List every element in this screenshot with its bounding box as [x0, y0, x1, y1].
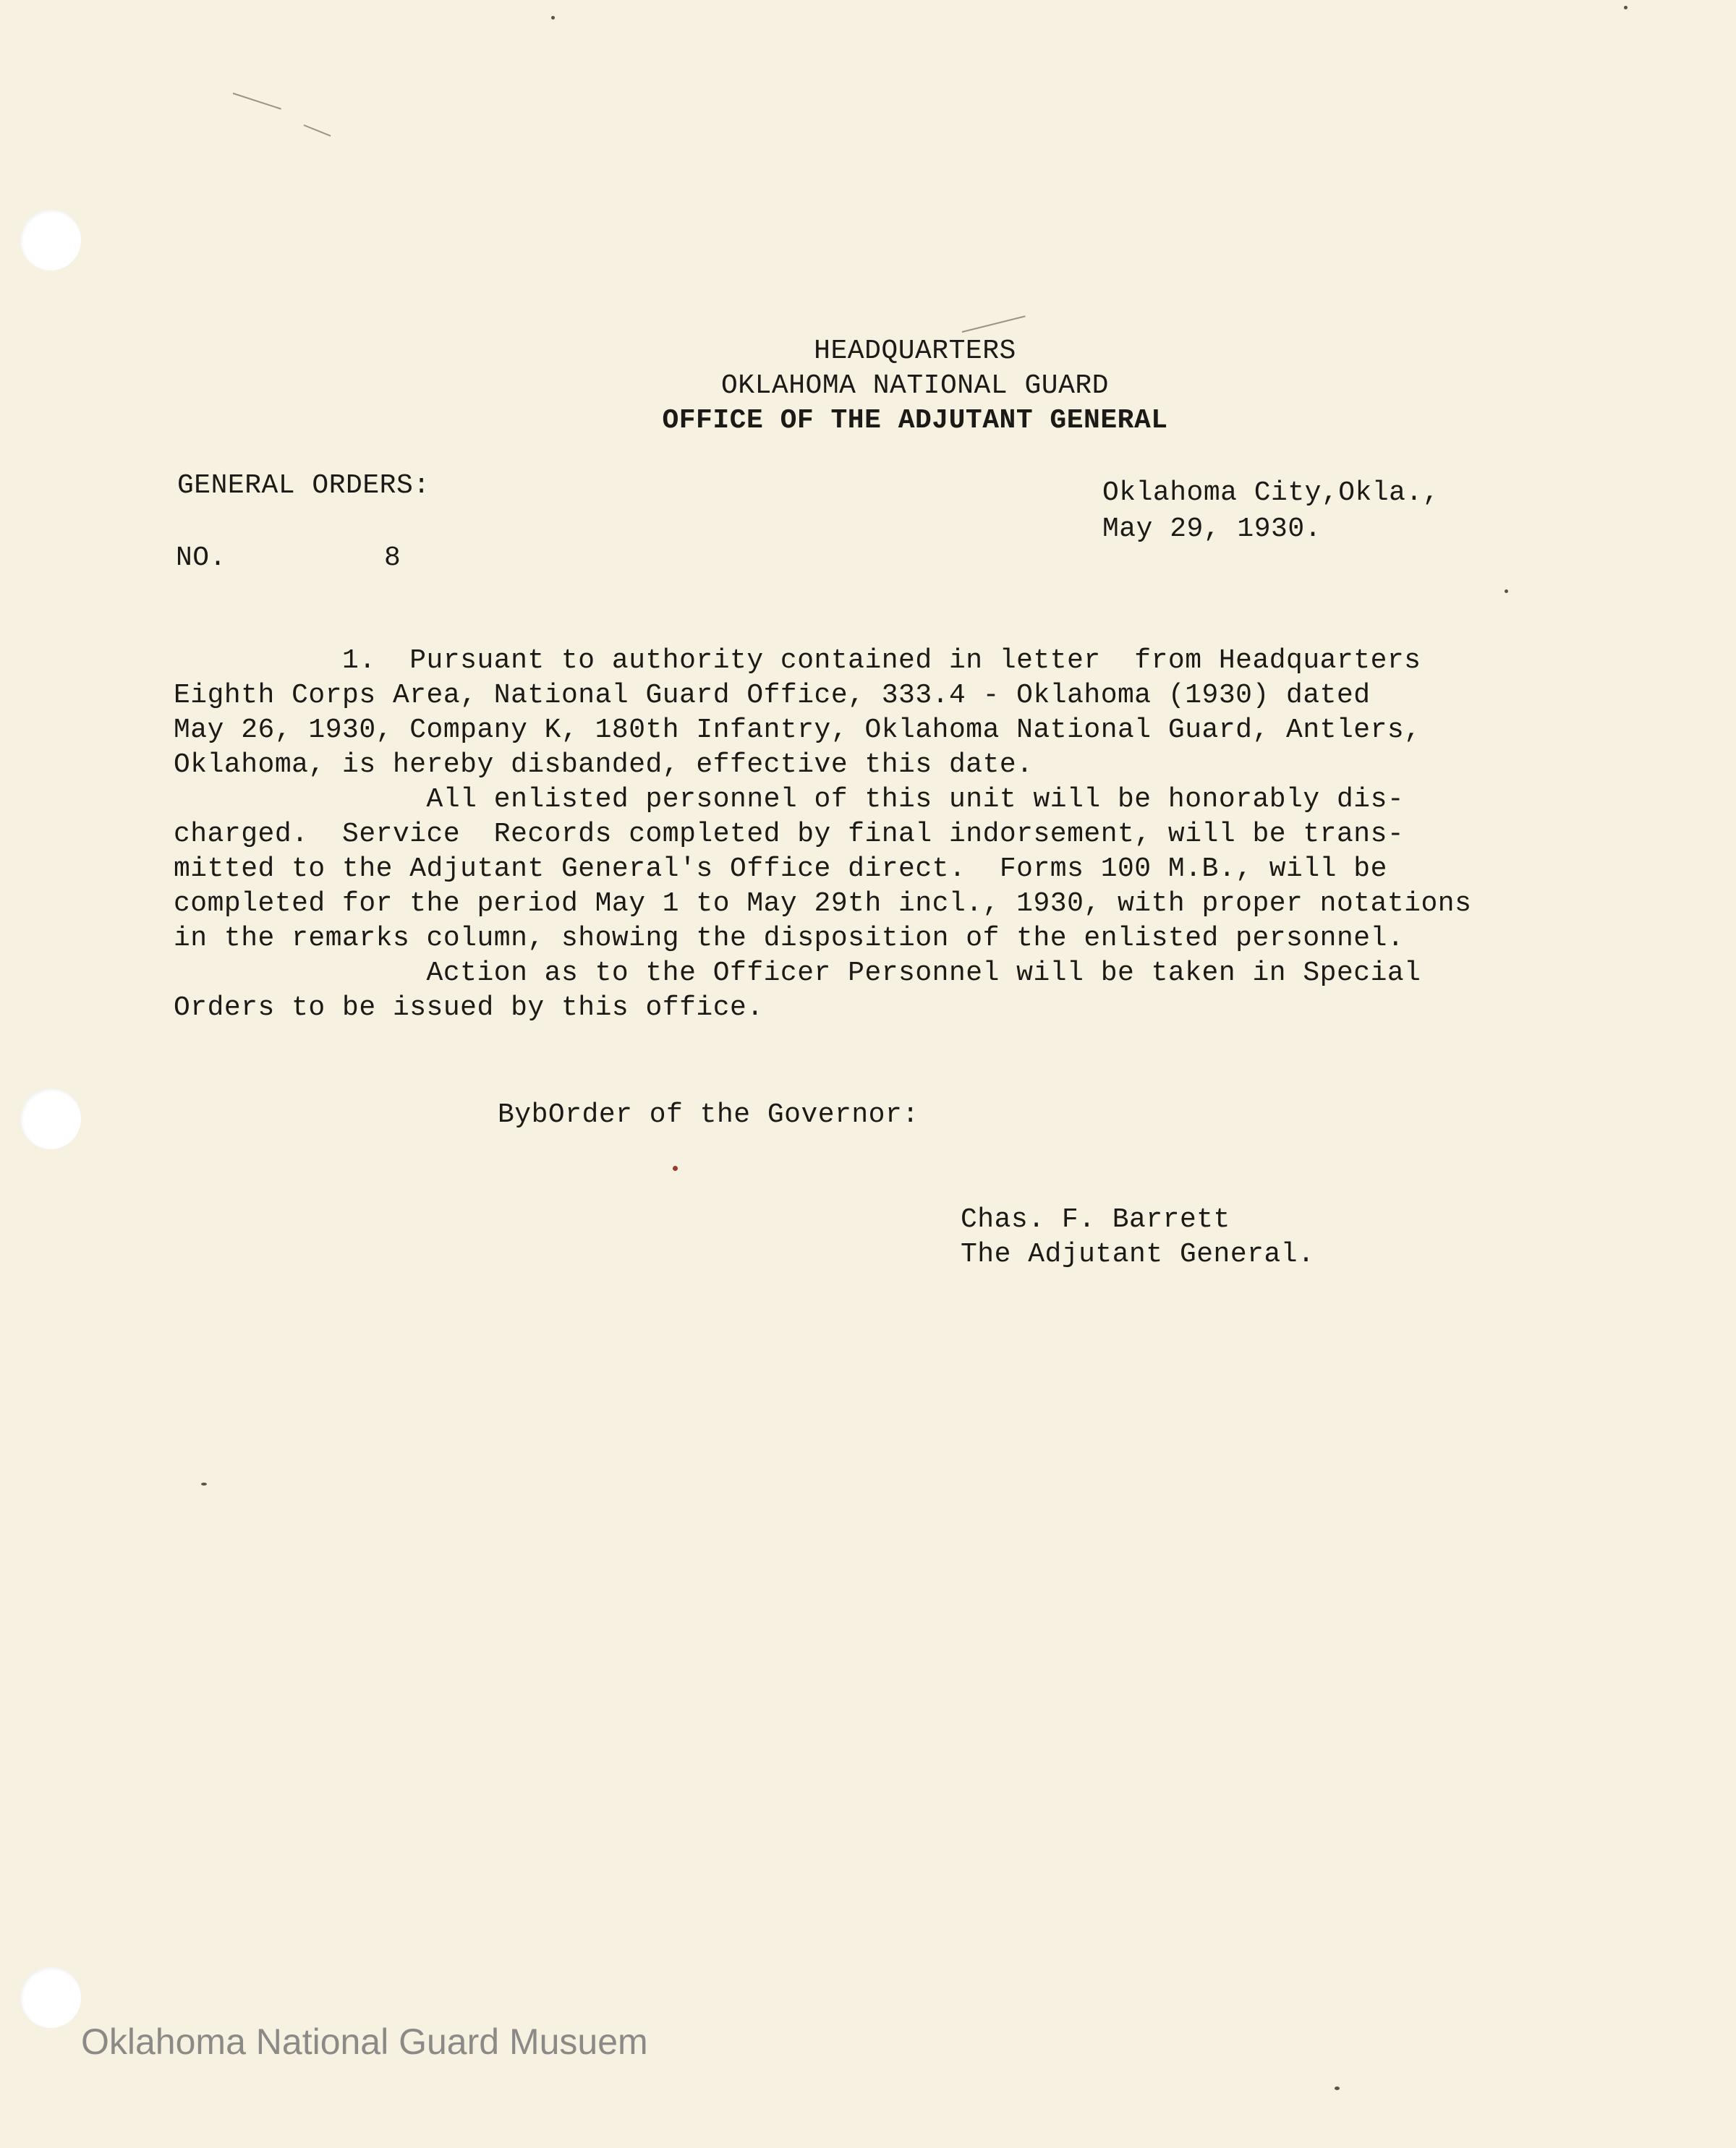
ink-speck	[673, 1166, 678, 1171]
ink-speck	[1505, 589, 1508, 593]
body-line: Action as to the Officer Personnel will be taken in Special	[174, 958, 1421, 989]
order-number-label: NO.	[176, 542, 226, 574]
letterhead-line-organization: OKLAHOMA NATIONAL GUARD	[721, 370, 1109, 401]
ink-speck	[551, 16, 555, 20]
body-line: Eighth Corps Area, National Guard Office, 333.4 - Oklahoma (1930) dated	[174, 680, 1371, 711]
paper-scratch	[962, 315, 1026, 333]
ink-speck	[1624, 6, 1628, 9]
body-line: 1. Pursuant to authority contained in letter from Headquarters	[174, 645, 1421, 676]
body-line: May 26, 1930, Company K, 180th Infantry, Oklahoma National Guard, Antlers,	[174, 715, 1421, 746]
body-line: Orders to be issued by this office.	[174, 992, 764, 1023]
ink-speck	[1335, 2087, 1340, 2090]
place-line: Oklahoma City,Okla.,	[1102, 477, 1440, 508]
museum-watermark: Oklahoma National Guard Musuem	[81, 2021, 648, 2062]
letterhead-line-headquarters: HEADQUARTERS	[814, 336, 1016, 367]
signatory-name: Chas. F. Barrett	[961, 1204, 1230, 1235]
general-orders-label: GENERAL ORDERS:	[177, 470, 430, 501]
order-body	[174, 644, 1548, 1026]
order-number-value: 8	[384, 542, 401, 574]
letterhead-line-office: OFFICE OF THE ADJUTANT GENERAL	[662, 405, 1168, 436]
body-line: Oklahoma, is hereby disbanded, effective this date.	[174, 749, 1034, 780]
punch-hole-bottom	[20, 1967, 81, 2028]
date-line: May 29, 1930.	[1102, 513, 1322, 545]
body-line: mitted to the Adjutant General's Office direct. Forms 100 M.B., will be	[174, 853, 1387, 885]
body-line: All enlisted personnel of this unit will be honorably dis-	[174, 784, 1405, 815]
punch-hole-top	[20, 210, 81, 270]
paper-scratch	[233, 93, 281, 110]
body-line: completed for the period May 1 to May 29th incl., 1930, with proper notations	[174, 888, 1472, 919]
letterhead	[0, 334, 1736, 438]
paper-scratch	[304, 124, 331, 137]
punch-hole-middle	[20, 1088, 81, 1149]
body-line: in the remarks column, showing the disposition of the enlisted personnel.	[174, 923, 1405, 954]
body-line: charged. Service Records completed by final indorsement, will be trans-	[174, 819, 1405, 850]
authority-line: BybOrder of the Governor:	[498, 1099, 919, 1130]
signatory-title: The Adjutant General.	[961, 1239, 1315, 1270]
ink-speck	[201, 1483, 207, 1486]
